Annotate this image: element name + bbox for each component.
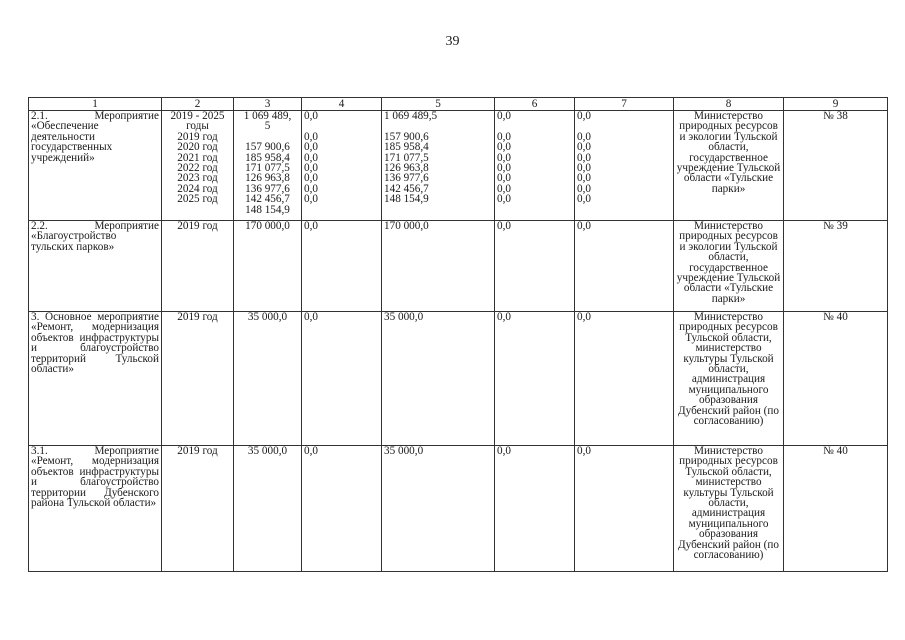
header-cell: 1 [29, 98, 162, 111]
executor-cell: Министерство природных ресурсов и экологии Тульской области, государственное учреждение Тульской области «Тульские парки» [674, 221, 784, 312]
period-cell: 2019 год [162, 221, 234, 312]
table-row [29, 312, 888, 446]
reference-cell: № 38 [784, 111, 888, 221]
regional-cell: 170 000,0 [382, 221, 495, 312]
municipal-cell: 0,0 0,0 0,0 0,0 0,0 0,0 0,0 0,0 [495, 111, 575, 221]
period-cell: 2019 - 2025 годы 2019 год 2020 год 2021 год 2022 год 2023 год 2024 год 2025 год [162, 111, 234, 221]
regional-cell: 1 069 489,5 157 900,6 185 958,4 171 077,5 126 963,8 136 977,6 142 456,7 148 154,9 [382, 111, 495, 221]
municipal-cell: 0,0 [495, 312, 575, 446]
reference-cell: № 39 [784, 221, 888, 312]
activity-name-cell: 3.1. Мероприятие «Ремонт, модернизация объектов инфраструктуры и благоустройство территории Дубенского района Тульской области» [29, 446, 162, 572]
executor-cell: Министерство природных ресурсов Тульской области, министерство культуры Тульской области, администрация муниципального образования Дубенский район (по согласованию) [674, 446, 784, 572]
federal-cell: 0,0 0,0 0,0 0,0 0,0 0,0 0,0 0,0 [302, 111, 382, 221]
total-cell: 170 000,0 [234, 221, 302, 312]
activity-name-cell: 3. Основное мероприятие «Ремонт, модернизация объектов инфраструктуры и благоустройство территорий Тульской области» [29, 312, 162, 446]
total-cell: 35 000,0 [234, 312, 302, 446]
table-header-row [29, 98, 888, 111]
period-cell: 2019 год [162, 446, 234, 572]
other-cell: 0,0 [575, 221, 674, 312]
executor-cell: Министерство природных ресурсов Тульской области, министерство культуры Тульской области, администрация муниципального образования Дубенский район (по согласованию) [674, 312, 784, 446]
budget-table [28, 97, 888, 572]
other-cell: 0,0 [575, 312, 674, 446]
header-cell: 5 [382, 98, 495, 111]
header-cell: 6 [495, 98, 575, 111]
header-cell: 3 [234, 98, 302, 111]
municipal-cell: 0,0 [495, 446, 575, 572]
reference-cell: № 40 [784, 446, 888, 572]
regional-cell: 35 000,0 [382, 446, 495, 572]
header-cell: 4 [302, 98, 382, 111]
other-cell: 0,0 0,0 0,0 0,0 0,0 0,0 0,0 0,0 [575, 111, 674, 221]
header-cell: 8 [674, 98, 784, 111]
municipal-cell: 0,0 [495, 221, 575, 312]
period-cell: 2019 год [162, 312, 234, 446]
activity-name-cell: 2.1. Мероприятие «Обеспечение деятельности государственных учреждений» [29, 111, 162, 221]
header-cell: 7 [575, 98, 674, 111]
header-cell: 2 [162, 98, 234, 111]
federal-cell: 0,0 [302, 312, 382, 446]
total-cell: 1 069 489, 5 157 900,6 185 958,4 171 077,5 126 963,8 136 977,6 142 456,7 148 154,9 [234, 111, 302, 221]
header-cell: 9 [784, 98, 888, 111]
table-row [29, 111, 888, 221]
executor-cell: Министерство природных ресурсов и экологии Тульской области, государственное учреждение Тульской области «Тульские парки» [674, 111, 784, 221]
table-row [29, 221, 888, 312]
reference-cell: № 40 [784, 312, 888, 446]
total-cell: 35 000,0 [234, 446, 302, 572]
other-cell: 0,0 [575, 446, 674, 572]
activity-name-cell: 2.2. Мероприятие «Благоустройство тульских парков» [29, 221, 162, 312]
federal-cell: 0,0 [302, 221, 382, 312]
page-number: 39 [445, 34, 460, 49]
federal-cell: 0,0 [302, 446, 382, 572]
table-row [29, 446, 888, 572]
regional-cell: 35 000,0 [382, 312, 495, 446]
